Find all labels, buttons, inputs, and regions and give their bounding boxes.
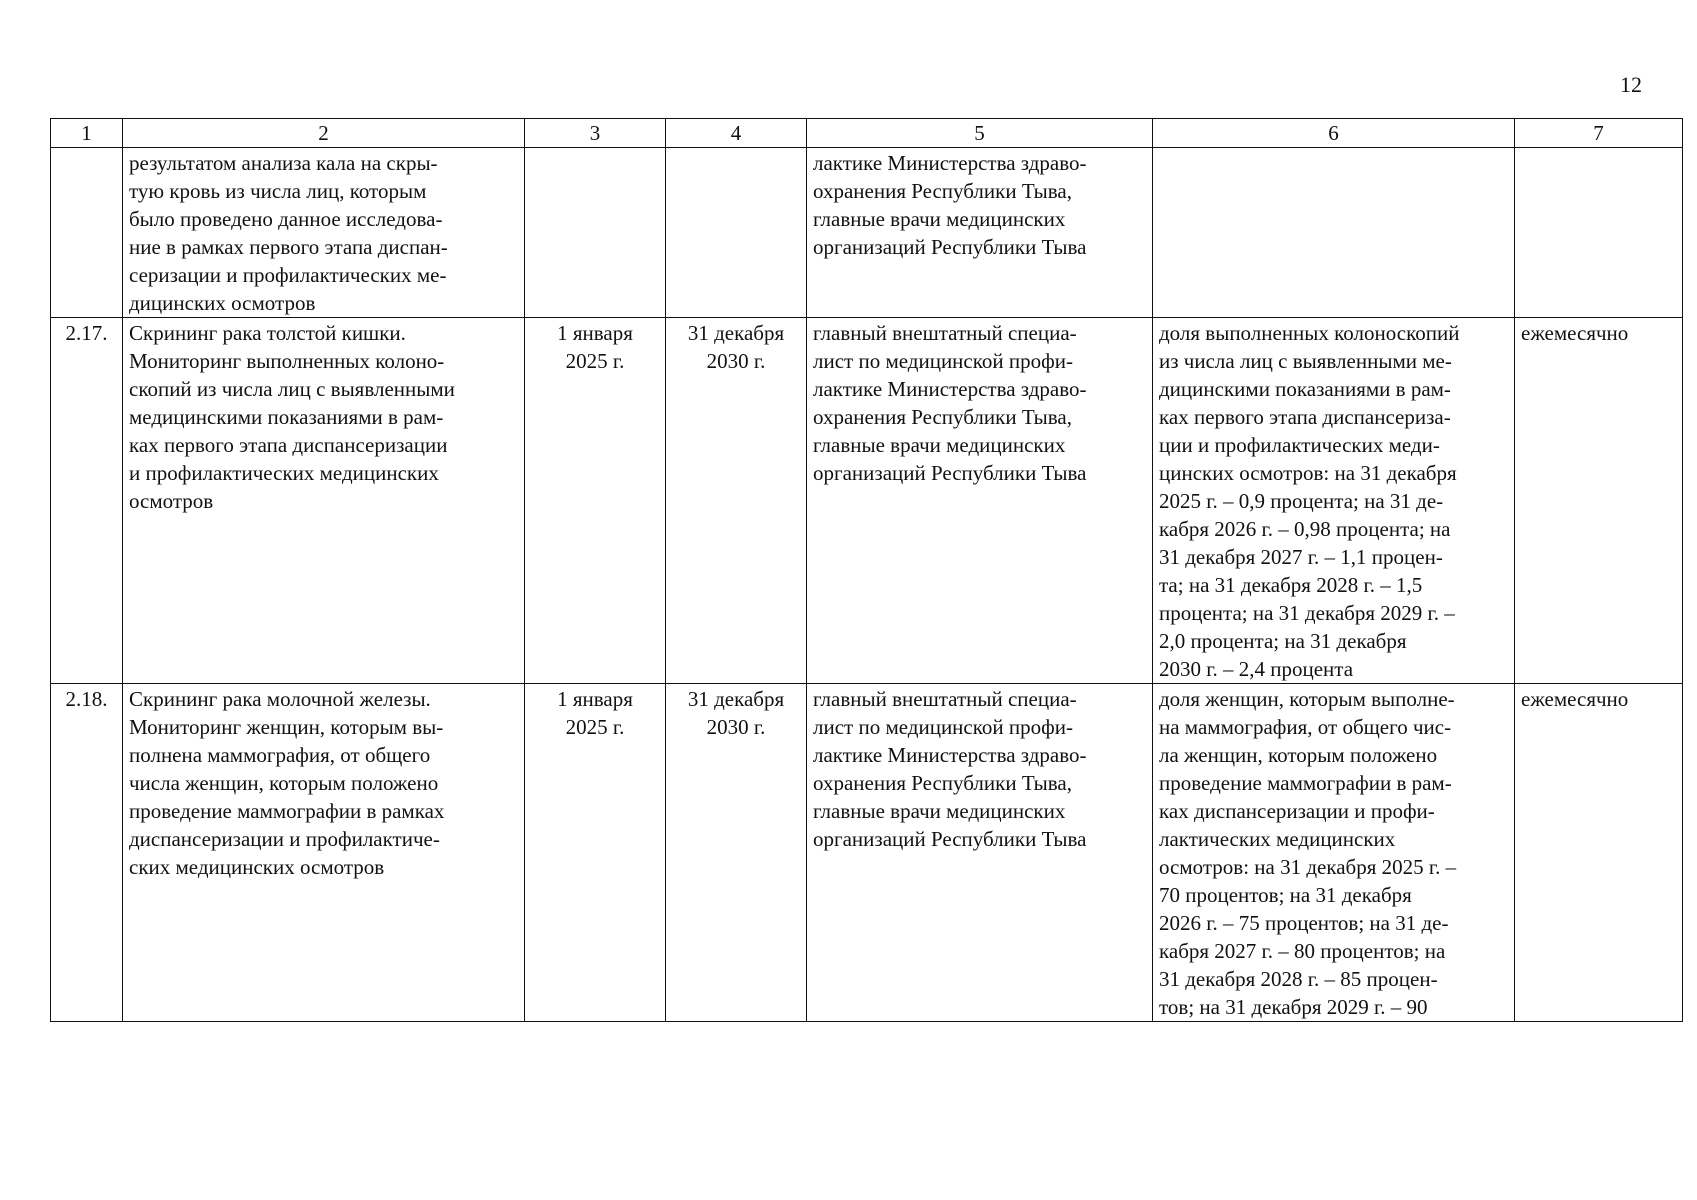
column-header-5: 5 [807,119,1153,148]
cell-start-date [525,148,666,318]
column-header-2: 2 [123,119,525,148]
cell-end-date: 31 декабря 2030 г. [666,684,807,1022]
cell-end-date [666,148,807,318]
cell-responsible: главный внештатный специа- лист по медицинской профи- лактике Министерства здраво- охранения Республики Тыва, главные врачи медицинских организаций Республики Тыва [807,318,1153,684]
column-header-3: 3 [525,119,666,148]
cell-measure: результатом анализа кала на скры- тую кровь из числа лиц, которым было проведено данное исследова- ние в рамках первого этапа диспан- серизации и профилактических ме- дицинских осмотров [123,148,525,318]
cell-start-date: 1 января 2025 г. [525,684,666,1022]
cell-indicator [1153,148,1515,318]
cell-frequency [1515,148,1683,318]
cell-responsible: лактике Министерства здраво- охранения Республики Тыва, главные врачи медицинских организаций Республики Тыва [807,148,1153,318]
cell-number [51,148,123,318]
cell-start-date: 1 января 2025 г. [525,318,666,684]
cell-frequency: ежемесячно [1515,318,1683,684]
measures-table [50,118,1683,1022]
table-row [51,148,1683,318]
cell-number: 2.17. [51,318,123,684]
column-header-1: 1 [51,119,123,148]
column-header-7: 7 [1515,119,1683,148]
cell-indicator: доля женщин, которым выполне- на маммография, от общего чис- ла женщин, которым положено проведение маммографии в рам- ках диспансеризации и профи- лактических медицинских осмотров: на 31 декабря 2025 г. – 70 процентов; на 31 декабря 2026 г. – 75 процентов; на 31 де- кабря 2027 г. – 80 процентов; на 31 декабря 2028 г. – 85 процен- тов; на 31 декабря 2029 г. – 90 [1153,684,1515,1022]
cell-indicator: доля выполненных колоноскопий из числа лиц с выявленными ме- дицинскими показаниями в рам- ках первого этапа диспансериза- ции и профилактических меди- цинских осмотров: на 31 декабря 2025 г. – 0,9 процента; на 31 де- кабря 2026 г. – 0,98 процента; на 31 декабря 2027 г. – 1,1 процен- та; на 31 декабря 2028 г. – 1,5 процента; на 31 декабря 2029 г. – 2,0 процента; на 31 декабря 2030 г. – 2,4 процента [1153,318,1515,684]
table-row [51,684,1683,1022]
cell-number: 2.18. [51,684,123,1022]
cell-measure: Скрининг рака толстой кишки. Мониторинг выполненных колоно- скопий из числа лиц с выявленными медицинскими показаниями в рам- ках первого этапа диспансеризации и профилактических медицинских осмотров [123,318,525,684]
table-header-row [51,119,1683,148]
page-number: 12 [1620,72,1642,97]
table-row [51,318,1683,684]
column-header-6: 6 [1153,119,1515,148]
column-header-4: 4 [666,119,807,148]
cell-end-date: 31 декабря 2030 г. [666,318,807,684]
cell-frequency: ежемесячно [1515,684,1683,1022]
cell-measure: Скрининг рака молочной железы. Мониторинг женщин, которым вы- полнена маммография, от общего числа женщин, которым положено проведение маммографии в рамках диспансеризации и профилактиче- ских медицинских осмотров [123,684,525,1022]
cell-responsible: главный внештатный специа- лист по медицинской профи- лактике Министерства здраво- охранения Республики Тыва, главные врачи медицинских организаций Республики Тыва [807,684,1153,1022]
